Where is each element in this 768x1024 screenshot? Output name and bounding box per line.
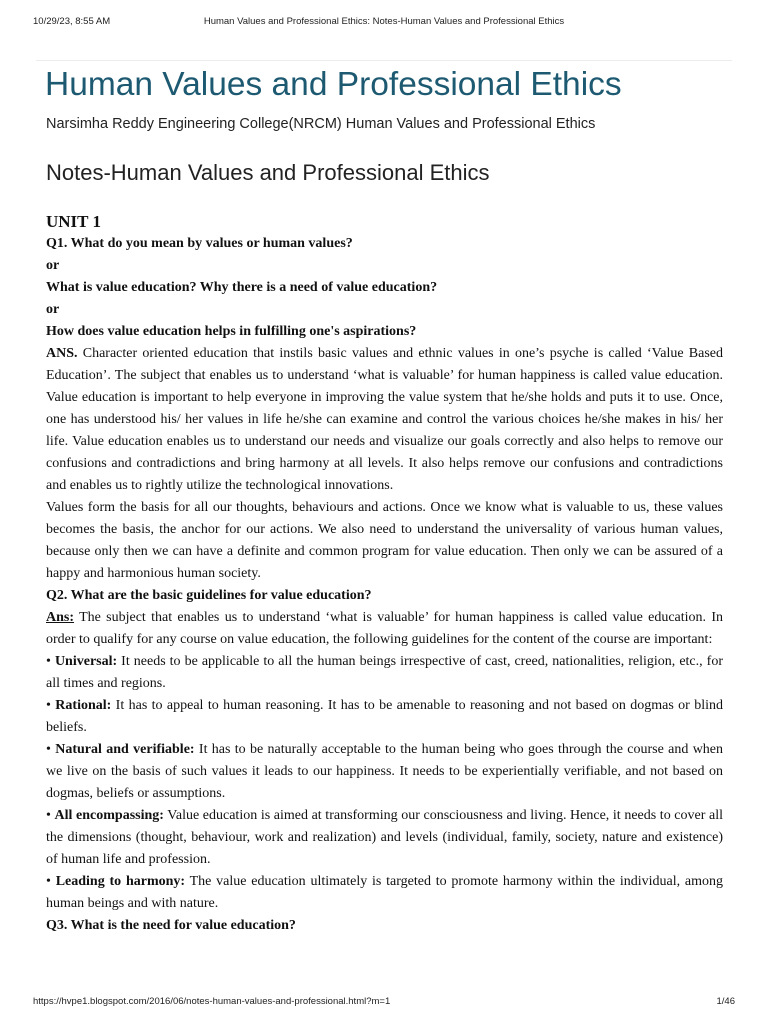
guideline-text: The value education ultimately is targeted to promote harmony within the individual, among human beings and with nature.	[46, 874, 723, 911]
answer-text: The subject that enables us to understand ‘what is valuable’ for human happiness is called value education. In order to qualify for any course on value education, the following guidelines for the content of the course are important:	[46, 610, 723, 647]
unit-heading: UNIT 1	[46, 212, 101, 231]
blog-title[interactable]: Human Values and Professional Ethics	[45, 66, 622, 103]
guideline-term: Leading to harmony:	[55, 874, 186, 889]
bullet: •	[46, 874, 51, 889]
guideline-term: Rational:	[55, 698, 112, 713]
guideline-item	[46, 871, 723, 915]
question-2: Q2. What are the basic guidelines for value education?	[46, 588, 372, 603]
post-body	[46, 211, 723, 937]
guideline-term: Natural and verifiable:	[55, 742, 195, 757]
guideline-text: Value education is aimed at transforming our consciousness and living. Hence, it needs to cover all the dimensions (thought, behaviour, work and realization) and levels (individual, family, society, nature and existence) of human life and profession.	[46, 808, 724, 867]
answer-2	[46, 607, 723, 651]
answer-text: Character oriented education that instils basic values and ethnic values in one’s psyche is called ‘Value Based Education’. The subject that enables us to understand ‘what is valuable’ for human happiness is called value education. Value education is important to help everyone in improving the value system that he/she holds and puts it to use. Once, one has understood his/ her values in life he/she can examine and control the various choices he/she makes in his/ her life. Value education enables us to understand our needs and visualize our goals correctly and also helps to remove our confusions and contradictions and bring harmony at all levels. It also helps remove our confusions and contradictions and enables us to rightly utilize the technological innovations.	[46, 346, 723, 493]
or-separator: or	[46, 302, 60, 317]
guideline-text: It has to appeal to human reasoning. It has to be amenable to reasoning and not based on dogmas or blind beliefs.	[46, 698, 723, 735]
guideline-item	[46, 651, 723, 695]
guideline-text: It needs to be applicable to all the human beings irrespective of cast, creed, nationalities, religion, etc., for all times and regions.	[46, 654, 723, 691]
or-separator: or	[46, 258, 60, 273]
guideline-text: It has to be naturally acceptable to the human being who goes through the course and when we live on the basis of such values it leads to our happiness. It needs to be experientially verifiable, and not based on dogmas, beliefs or assumptions.	[46, 742, 724, 801]
print-datetime: 10/29/23, 8:55 AM	[33, 16, 111, 27]
header-divider	[36, 60, 732, 61]
bullet: •	[46, 742, 51, 757]
post-title: Notes-Human Values and Professional Ethics	[46, 160, 490, 185]
bullet: •	[46, 654, 51, 669]
guideline-item	[46, 695, 723, 739]
answer-1	[46, 343, 723, 497]
blog-description: Narsimha Reddy Engineering College(NRCM) Human Values and Professional Ethics	[46, 116, 596, 132]
guideline-term: All encompassing:	[54, 808, 164, 823]
question-3: Q3. What is the need for value education?	[46, 918, 296, 933]
question-1c: How does value education helps in fulfilling one's aspirations?	[46, 324, 417, 339]
print-header	[0, 16, 768, 30]
print-url: https://hvpe1.blogspot.com/2016/06/notes-human-values-and-professional.html?m=1	[33, 996, 391, 1007]
bullet: •	[46, 698, 51, 713]
bullet: •	[46, 808, 51, 823]
guideline-term: Universal:	[54, 654, 118, 669]
print-page-title: Human Values and Professional Ethics: Notes-Human Values and Professional Ethics	[203, 16, 565, 27]
answer-1-paragraph-2: Values form the basis for all our thoughts, behaviours and actions. Once we know what is valuable to us, these values becomes the basis, the anchor for our actions. We also need to understand the universality of various human values, because only then we can have a definite and common program for value education. Then only we can be assured of a happy and harmonious human society.	[46, 500, 723, 581]
question-1b: What is value education? Why there is a need of value education?	[46, 280, 438, 295]
guideline-item	[46, 805, 723, 871]
question-1: Q1. What do you mean by values or human values?	[46, 236, 353, 251]
answer-label: Ans:	[46, 610, 75, 625]
page-number: 1/46	[716, 996, 735, 1007]
print-footer	[0, 996, 768, 1010]
answer-label: ANS.	[46, 346, 78, 361]
guideline-item	[46, 739, 723, 805]
